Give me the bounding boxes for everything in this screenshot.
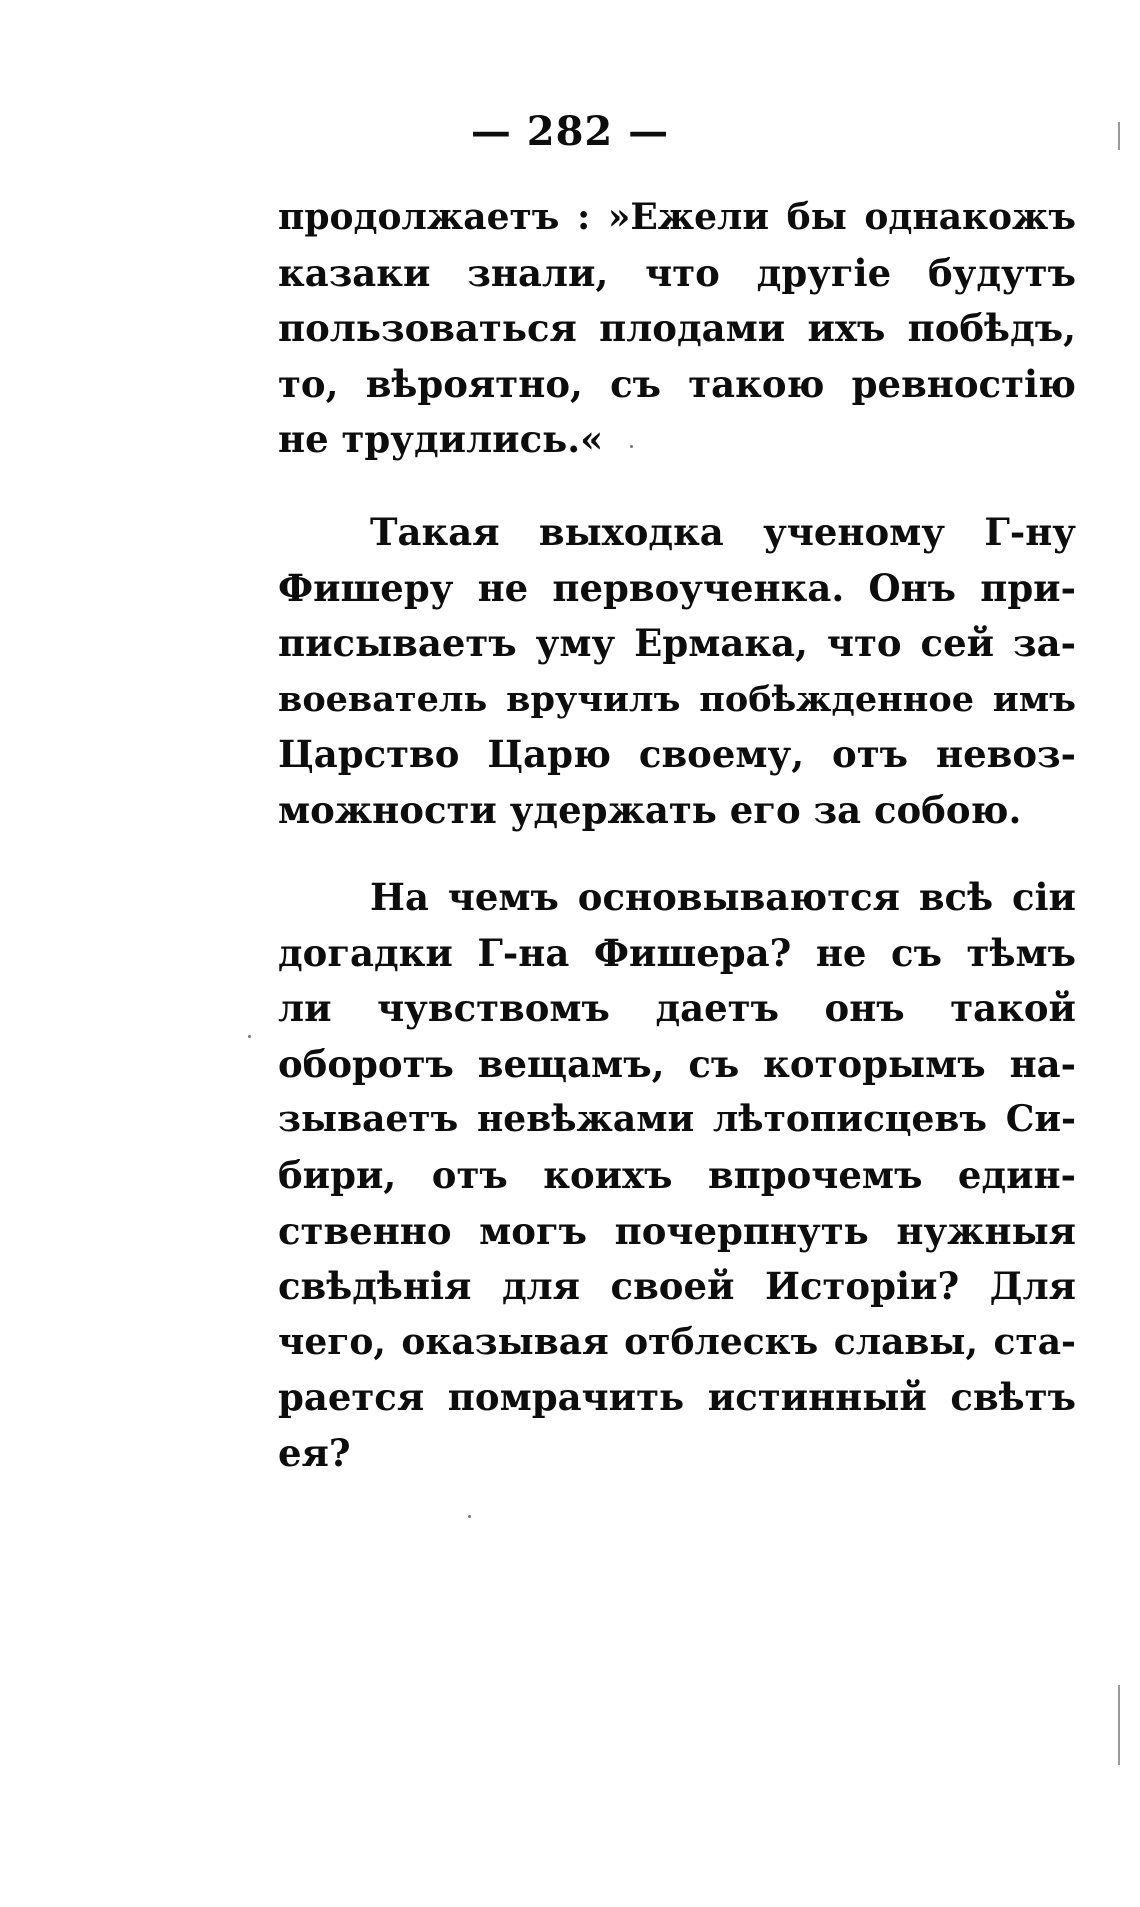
scan-edge-mark [1118,1685,1120,1765]
text-line: казаки знали, что другіе будутъ [278,250,1076,295]
text-line: Фишеру не первоученка. Онъ при- [278,565,1076,610]
paragraph-2 [278,505,1076,839]
scan-speck [468,1515,471,1518]
text-line: воеватель вручилъ побѣжденное имъ [278,678,1076,720]
text-line: бири, отъ коихъ впрочемъ един- [278,1152,1076,1197]
text-line: чего, оказывая отблескъ славы, ста- [278,1320,1076,1363]
text-line: пользоваться плодами ихъ побѣдъ, [278,306,1076,351]
page-number: — 282 — [470,108,670,155]
text-line: оборотъ вещамъ, съ которымъ на- [278,1041,1076,1086]
text-line: ея? [278,1430,351,1475]
text-line: продолжаетъ : »Ежели бы однакожъ [278,196,1076,238]
text-line: писываетъ уму Ермака, что сей за- [278,621,1076,666]
scan-speck [630,445,633,448]
paragraph-3 [278,870,1076,1482]
text-line: догадки Г-на Фишера? не съ тѣмъ [278,930,1076,975]
text-line: зываетъ невѣжами лѣтописцевъ Си- [278,1098,1076,1141]
text-line: На чемъ основываются всѣ сіи [370,875,1076,919]
text-line: свѣдѣнія для своей Исторіи? Для [278,1264,1076,1309]
text-line: ственно могъ почерпнуть нужныя [278,1208,1076,1253]
paragraph-1 [278,190,1076,468]
scan-speck [248,1035,251,1038]
text-line: то, вѣроятно, съ такою ревностію [278,361,1076,406]
text-line: рается помрачить истинный свѣтъ [278,1375,1076,1420]
text-line: Царство Царю своему, отъ невоз- [278,732,1076,777]
scan-edge-mark [1118,122,1120,150]
text-line: можности удержать его за собою. [278,787,1022,832]
text-line: не трудились.« [278,417,604,462]
text-line: Такая выходка ученому Г-ну [370,510,1076,554]
text-line: ли чувствомъ даетъ онъ такой [278,986,1076,1031]
